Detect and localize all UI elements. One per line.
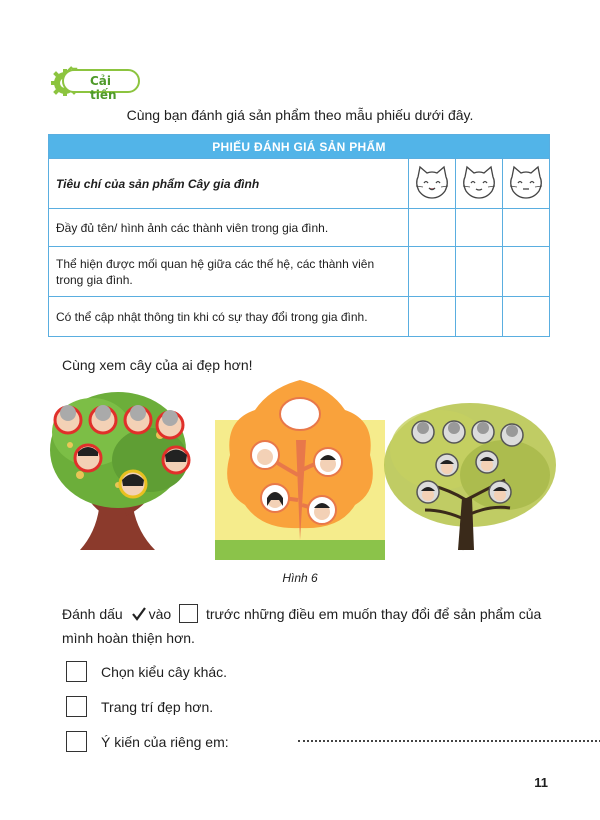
answer-line[interactable] <box>298 740 600 742</box>
instruction-part-1: Đánh dấu <box>62 606 123 622</box>
page-number: 11 <box>534 775 548 790</box>
table-row <box>49 297 550 337</box>
option-checkbox[interactable] <box>66 731 87 752</box>
rating-cell[interactable] <box>408 209 455 247</box>
option-label: Ý kiến của riêng em: <box>101 734 229 750</box>
rating-cell[interactable] <box>455 209 502 247</box>
instruction-line-2: mình hoàn thiện hơn. <box>62 630 195 646</box>
criterion-text: Có thể cập nhật thông tin khi có sự thay đổi trong gia đình. <box>49 297 409 337</box>
family-tree-illustration-2 <box>215 380 385 560</box>
rating-cell[interactable] <box>502 247 549 297</box>
option-label: Chọn kiểu cây khác. <box>101 664 228 680</box>
rating-cell[interactable] <box>408 247 455 297</box>
criteria-header: Tiêu chí của sản phẩm Cây gia đình <box>49 159 409 209</box>
rating-cell[interactable] <box>502 209 549 247</box>
table-row <box>49 247 550 297</box>
rating-cell[interactable] <box>455 247 502 297</box>
intro-text: Cùng bạn đánh giá sản phẩm theo mẫu phiếu dưới đây. <box>126 107 474 123</box>
option-checkbox[interactable] <box>66 696 87 717</box>
instruction-part-2: vào <box>148 606 172 622</box>
table-row <box>49 209 550 247</box>
smiling-cat-icon <box>459 165 499 201</box>
option-checkbox[interactable] <box>66 661 87 682</box>
empty-checkbox-icon <box>179 604 198 623</box>
figure-caption: Hình 6 <box>282 571 318 585</box>
rating-column-3 <box>502 159 549 209</box>
badge-pill <box>62 69 140 102</box>
section-prompt: Cùng xem cây của ai đẹp hơn! <box>62 357 253 373</box>
section-badge <box>50 66 142 102</box>
rating-column-1 <box>408 159 455 209</box>
rating-cell[interactable] <box>408 297 455 337</box>
rating-cell[interactable] <box>455 297 502 337</box>
criterion-text: Đầy đủ tên/ hình ảnh các thành viên trong gia đình. <box>49 209 409 247</box>
family-tree-illustration-1 <box>50 392 189 550</box>
table-title: PHIẾU ĐÁNH GIÁ SẢN PHẨM <box>49 135 550 159</box>
rating-column-2 <box>455 159 502 209</box>
smiling-cat-icon <box>412 165 452 201</box>
rating-cell[interactable] <box>502 297 549 337</box>
option-label: Trang trí đẹp hơn. <box>101 699 214 715</box>
evaluation-table <box>48 134 550 337</box>
family-tree-illustration-3 <box>384 403 556 550</box>
smiling-cat-icon <box>506 165 546 201</box>
checkmark-icon <box>131 606 147 622</box>
instruction-part-3: trước những điều em muốn thay đổi để sản phẩm của <box>205 606 542 622</box>
criterion-text: Thể hiện được mối quan hệ giữa các thế hệ, các thành viên trong gia đình. <box>49 247 409 297</box>
family-tree-illustrations <box>0 380 600 560</box>
badge-label: Cải tiến <box>90 74 117 102</box>
instruction-line-1 <box>62 604 541 624</box>
